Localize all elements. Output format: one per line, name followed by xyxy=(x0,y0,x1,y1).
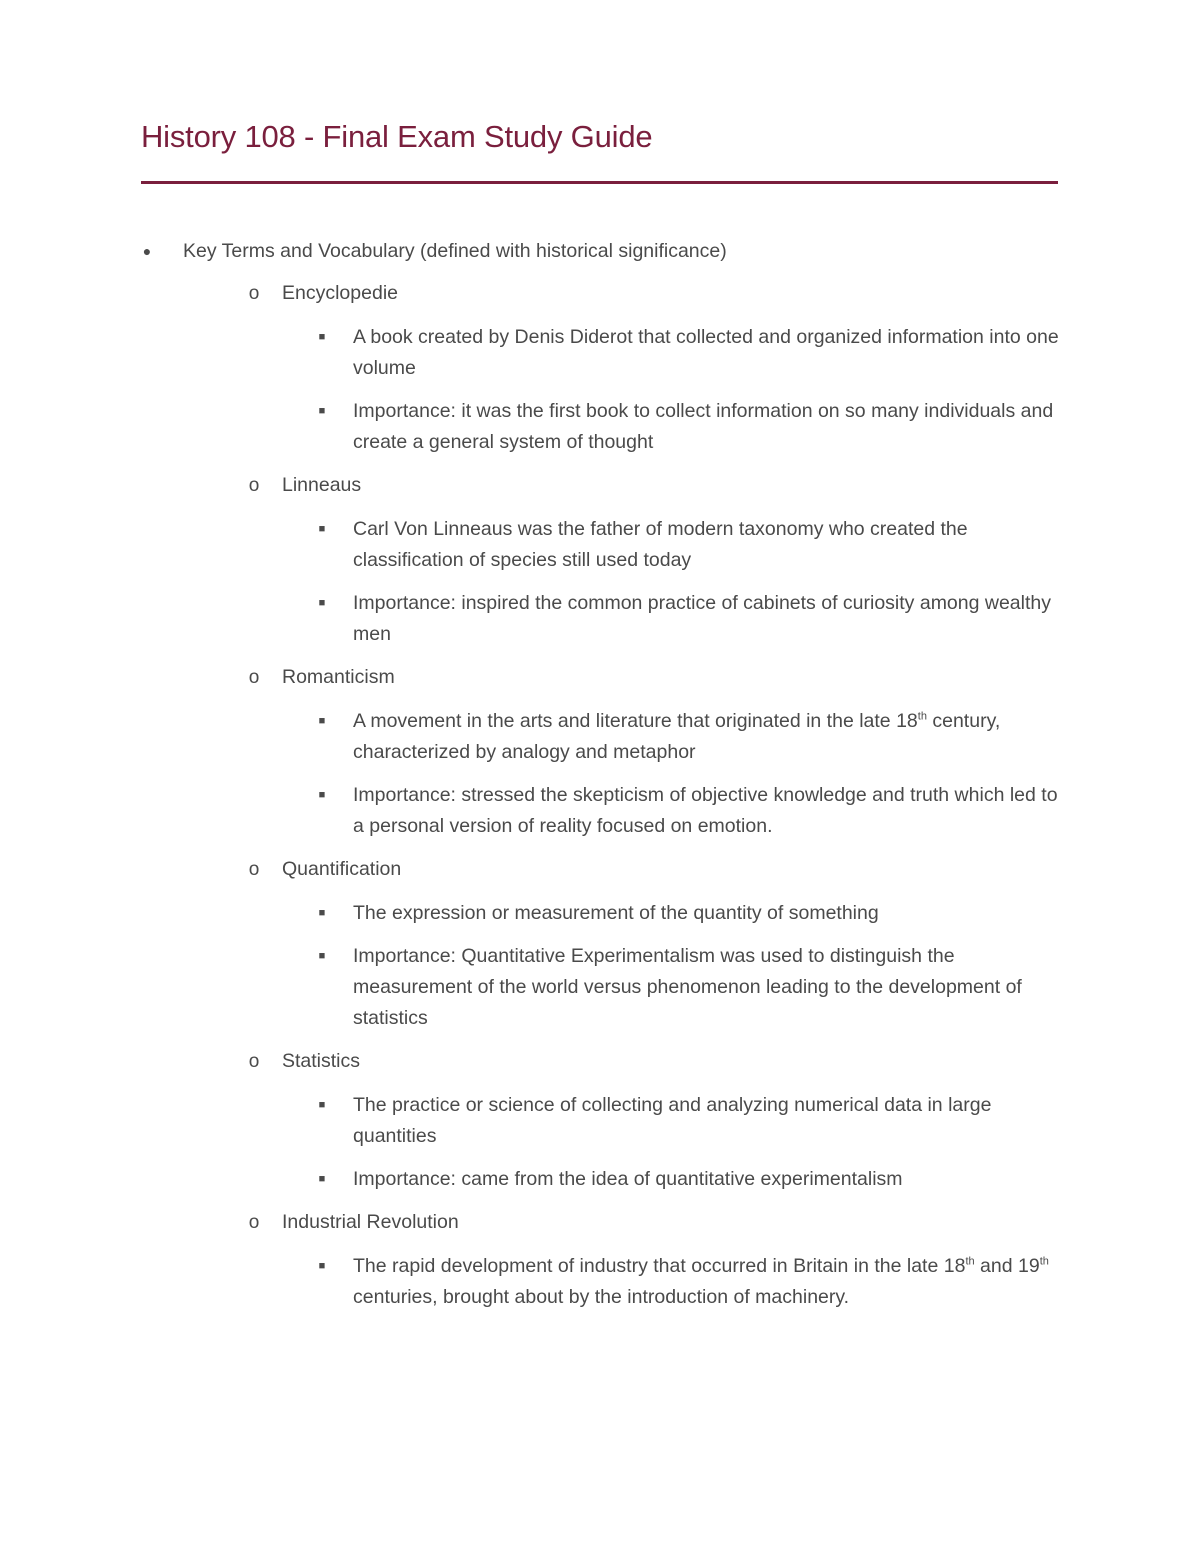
point-text: Importance: Quantitative Experimentalism was used to distinguish the measurement of the world versus phenomenon leading to the development of statistics xyxy=(353,945,1022,1029)
hollow-circle-bullet-icon: o xyxy=(248,283,260,304)
point-text: The expression or measurement of the quantity of something xyxy=(353,902,879,924)
term-point xyxy=(0,396,1061,458)
square-bullet-icon: ■ xyxy=(318,405,326,417)
point-text: Importance: it was the first book to collect information on so many individuals and create a general system of thought xyxy=(353,400,1054,453)
point-text: The practice or science of collecting and analyzing numerical data in large quantities xyxy=(353,1094,992,1147)
square-bullet-icon: ■ xyxy=(318,597,326,609)
term-item xyxy=(0,278,1200,309)
hollow-circle-bullet-icon: o xyxy=(248,475,260,496)
superscript: th xyxy=(917,710,927,723)
term-point xyxy=(0,588,1061,650)
title-underline xyxy=(141,181,1058,184)
hollow-circle-bullet-icon: o xyxy=(248,667,260,688)
hollow-circle-bullet-icon: o xyxy=(248,859,260,880)
term-point xyxy=(0,322,1061,384)
point-text-part: A movement in the arts and literature that originated in the late 18 xyxy=(353,710,918,732)
term-item xyxy=(0,470,1200,501)
term-item xyxy=(0,854,1200,885)
point-text: Importance: came from the idea of quantitative experimentalism xyxy=(353,1168,903,1190)
square-bullet-icon: ■ xyxy=(318,950,326,962)
term-point xyxy=(0,706,1061,768)
term-point xyxy=(0,941,1061,1034)
square-bullet-icon: ■ xyxy=(318,523,326,535)
document-title: History 108 - Final Exam Study Guide xyxy=(141,119,653,154)
term-name: Encyclopedie xyxy=(282,282,398,304)
term-item xyxy=(0,1207,1200,1238)
filled-circle-bullet-icon: ● xyxy=(142,243,152,259)
term-item xyxy=(0,662,1200,693)
point-text-part: centuries, brought about by the introduction of machinery. xyxy=(353,1286,850,1308)
point-text: Importance: inspired the common practice of cabinets of curiosity among wealthy men xyxy=(353,592,1052,645)
term-name: Linneaus xyxy=(282,474,362,496)
section-label: Key Terms and Vocabulary (defined with historical significance) xyxy=(183,240,727,262)
term-name: Quantification xyxy=(282,858,402,880)
term-point xyxy=(0,898,1061,929)
square-bullet-icon: ■ xyxy=(318,1099,326,1111)
hollow-circle-bullet-icon: o xyxy=(248,1051,260,1072)
point-text xyxy=(353,1255,1049,1308)
square-bullet-icon: ■ xyxy=(318,1260,326,1272)
point-text: A book created by Denis Diderot that collected and organized information into one volume xyxy=(353,326,1059,379)
superscript: th xyxy=(965,1255,975,1268)
term-name: Statistics xyxy=(282,1050,361,1072)
square-bullet-icon: ■ xyxy=(318,715,326,727)
section-heading xyxy=(0,236,1200,267)
term-point xyxy=(0,514,1061,576)
term-point xyxy=(0,1251,1061,1313)
square-bullet-icon: ■ xyxy=(318,789,326,801)
point-text xyxy=(353,710,1000,763)
superscript: th xyxy=(1039,1255,1049,1268)
point-text: Importance: stressed the skepticism of objective knowledge and truth which led to a personal version of reality focused on emotion. xyxy=(353,784,1058,837)
term-point xyxy=(0,1164,1061,1195)
square-bullet-icon: ■ xyxy=(318,907,326,919)
term-point xyxy=(0,780,1061,842)
point-text-part: and 19 xyxy=(974,1255,1040,1277)
term-item xyxy=(0,1046,1200,1077)
square-bullet-icon: ■ xyxy=(318,331,326,343)
point-text-part: century, characterized by analogy and metaphor xyxy=(353,710,1001,763)
term-name: Industrial Revolution xyxy=(282,1211,459,1233)
hollow-circle-bullet-icon: o xyxy=(248,1212,260,1233)
term-point xyxy=(0,1090,1061,1152)
outline xyxy=(0,236,1200,1325)
point-text: Carl Von Linneaus was the father of modern taxonomy who created the classification of species still used today xyxy=(353,518,968,571)
square-bullet-icon: ■ xyxy=(318,1173,326,1185)
term-name: Romanticism xyxy=(282,666,395,688)
point-text-part: The rapid development of industry that occurred in Britain in the late 18 xyxy=(353,1255,966,1277)
